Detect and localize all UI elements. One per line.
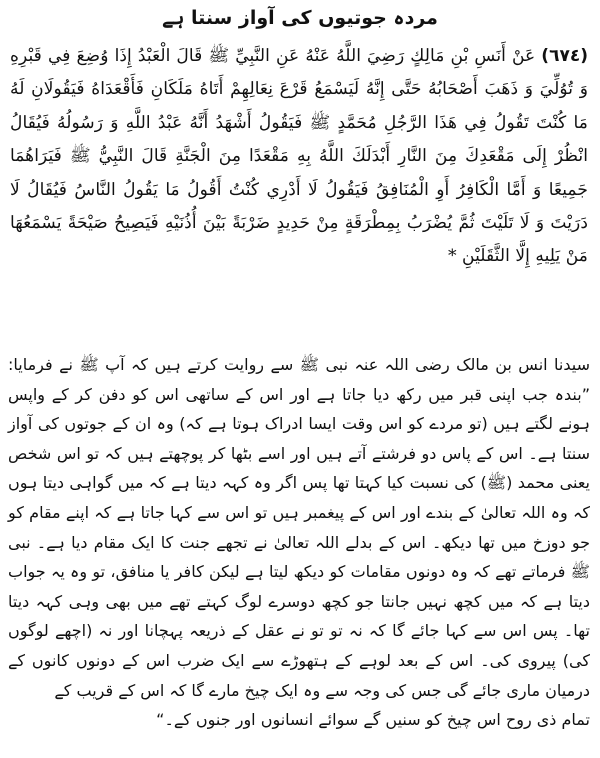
arabic-hadith-text: [10, 40, 588, 274]
page-title: مردہ جوتیوں کی آواز سنتا ہے: [162, 7, 438, 29]
arabic-hadith-body: عَنْ أَنَسِ بْنِ مَالِكٍ رَضِيَ اللَّهُ عَنْهُ عَنِ النَّبِيِّ ﷺ قَالَ الْعَبْدُ إِذَا وُضِعَ فِي قَبْرِهِ وَ تُوُلِّيَ وَ ذَهَبَ أَصْحَابُهُ حَتَّى إِنَّهُ لَيَسْمَعُ قَرْعَ نِعَالِهِمْ أَتَاهُ مَلَكَانِ فَأَقْعَدَاهُ فَيَقُولَانِ لَهُ مَا كُنْتَ تَقُولُ فِي هَذَا الرَّجُلِ مُحَمَّدٍ ﷺ فَيَقُولُ أَشْهَدُ أَنَّهُ عَبْدُ اللَّهِ وَ رَسُولُهُ فَيُقَالُ انْظُرْ إِلَى مَقْعَدِكَ مِنَ النَّارِ أَبْدَلَكَ اللَّهُ بِهِ مَقْعَدًا مِنَ الْجَنَّةِ قَالَ النَّبِيُّ ﷺ فَيَرَاهُمَا جَمِيعًا وَ أَمَّا الْكَافِرُ أَوِ الْمُنَافِقُ فَيَقُولُ لَا أَدْرِي كُنْتُ أَقُولُ مَا يَقُولُ النَّاسُ فَيُقَالُ لَا دَرَيْتَ وَ لَا تَلَيْتَ ثُمَّ يُضْرَبُ بِمِطْرَقَةٍ مِنْ حَدِيدٍ ضَرْبَةً بَيْنَ أُذُنَيْهِ فَيَصِيحُ صَيْحَةً يَسْمَعُهَا مَنْ يَلِيهِ إِلَّا الثَّقَلَيْنِ *: [10, 46, 588, 267]
urdu-translation: [8, 350, 590, 735]
hadith-number: (٦٧٤): [541, 46, 588, 66]
urdu-translation-last-line: تمام ذی روح اس چیخ کو سنیں گے سوائے انسانوں اور جنوں کے۔“: [156, 710, 590, 730]
urdu-translation-body: سیدنا انس بن مالک رضی اللہ عنہ نبی ﷺ سے روایت کرتے ہیں کہ آپ ﷺ نے فرمایا: ”بندہ جب اپنی قبر میں رکھ دیا جاتا ہے اور اس کے ساتھی اس کو دفن کر کے واپس ہونے لگتے ہیں (تو مردے کو اس وقت ایسا ادراک ہوتا ہے کہ) وہ ان کے جوتوں کی آواز سنتا ہے۔ اس کے پاس دو فرشتے آتے ہیں اور اسے بٹھا کر پوچھتے ہیں کہ تو اس شخص یعنی محمد (ﷺ) کی نسبت کیا کہتا تھا پس اگر وہ کہہ دیتا ہے کہ میں گواہی دیتا ہوں کہ وہ اللہ تعالیٰ کے بندے اور اس کے پیغمبر ہیں تو اس سے کہا جاتا ہے کہ اپنے مقام کو جو دوزخ میں تھا دیکھ۔ اس کے بدلے اللہ تعالیٰ نے تجھے جنت کا ایک مقام دیا ہے۔ نبی ﷺ فرماتے تھے کہ وہ دونوں مقامات کو دیکھ لیتا ہے لیکن کافر یا منافق، تو وہ یہ جواب دیتا ہے کہ میں کچھ نہیں جانتا جو کچھ دوسرے لوگ کہتے تھے میں بھی وہی کہہ دیتا تھا۔ پس اس سے کہا جائے گا کہ نہ تو تو نے عقل کے ذریعہ پہچانا اور نہ (اچھے لوگوں کی) پیروی کی۔ اس کے بعد لوہے کے ہتھوڑے سے ایک ضرب اس کے دونوں کانوں کے درمیان ماری جائے گی جس کی وجہ سے وہ ایک چیخ مارے گا کہ اس کے قریب کے: [8, 355, 590, 700]
